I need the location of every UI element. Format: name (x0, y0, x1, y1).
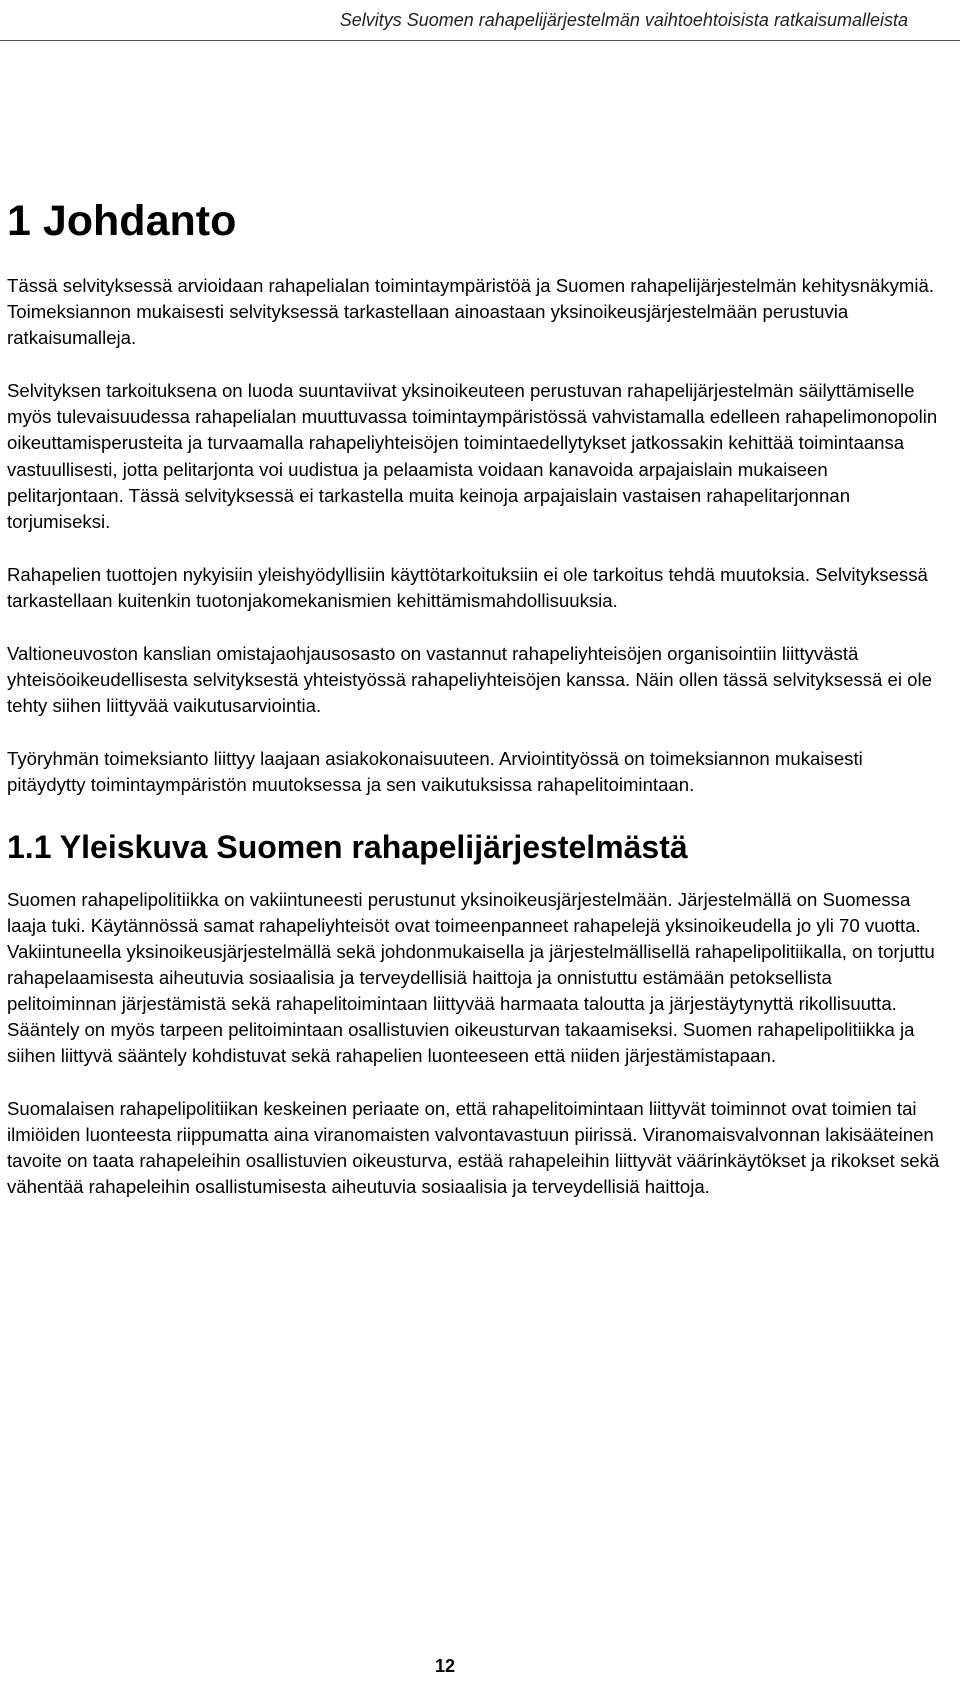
paragraph: Suomalaisen rahapelipolitiikan keskeinen periaate on, että rahapelitoimintaan liittyvät toiminnot ovat toimien tai ilmiöiden luonteesta riippumatta aina viranomaisten valvontavastuun piirissä. Viranomaisvalvonnan lakisääteinen tavoite on taata rahapeleihin osallistuvien oikeusturva, estää rahapeleihin liittyvät väärinkäytökset ja rikokset sekä vähentää rahapeleihin osallistumisesta aiheutuvia sosiaalisia ja terveydellisiä haittoja. (7, 1098, 940, 1198)
paragraph: Valtioneuvoston kanslian omistajaohjausosasto on vastannut rahapeliyhteisöjen organisointiin liittyvästä yhteisöoikeudellisesta selvityksestä yhteistyössä rahapeliyhteisöjen kanssa. Näin ollen tässä selvityksessä ei ole tehty siihen liittyvää vaikutusarviointia. (7, 643, 932, 717)
running-header (0, 0, 960, 41)
subsection-heading-yleiskuva: 1.1 Yleiskuva Suomen rahapelijärjestelmästä (7, 828, 688, 865)
section-heading-johdanto: 1 Johdanto (7, 197, 237, 245)
running-header-title: Selvitys Suomen rahapelijärjestelmän vaihtoehtoisista ratkaisumalleista (339, 10, 908, 30)
paragraph: Työryhmän toimeksianto liittyy laajaan asiakokonaisuuteen. Arviointityössä on toimeksiannon mukaisesti pitäydytty toimintaympäristön muutoksessa ja sen vaikutuksissa rahapelitoimintaan. (7, 748, 863, 796)
paragraph: Rahapelien tuottojen nykyisiin yleishyödyllisiin käyttötarkoituksiin ei ole tarkoitus tehdä muutoksia. Selvityksessä tarkastellaan kuitenkin tuotonjakomekanismien kehittämismahdollisuuksia. (7, 563, 928, 611)
paragraph: Selvityksen tarkoituksena on luoda suuntaviivat yksinoikeuteen perustuvan rahapelijärjestelmän säilyttämiselle myös tulevaisuudessa rahapelialan muuttuvassa toimintaympäristössä vahvistamalla edelleen rahapelimonopolin oikeuttamisperusteita ja turvaamalla rahapeliyhteisöjen toimintaedellytykset jatkossakin kehittää toimintaansa vastuullisesti, jotta pelitarjonta voi uudistua ja pelaamista voidaan kanavoida arpajaislain mukaiseen pelitarjontaan. Tässä selvityksessä ei tarkastella muita keinoja arpajaislain vastaisen rahapelitarjonnan torjumiseksi. (7, 380, 938, 532)
paragraph: Tässä selvityksessä arvioidaan rahapelialan toimintaympäristöä ja Suomen rahapelijärjestelmän kehitysnäkymiä. Toimeksiannon mukaisesti selvityksessä tarkastellaan ainoastaan yksinoikeusjärjestelmään perustuvia ratkaisumalleja. (7, 275, 935, 349)
paragraph: Suomen rahapelipolitiikka on vakiintuneesti perustunut yksinoikeusjärjestelmään. Järjestelmällä on Suomessa laaja tuki. Käytännössä samat rahapeliyhteisöt ovat toimeenpanneet rahapelejä yksinoikeudella jo yli 70 vuotta. Vakiintuneella yksinoikeusjärjestelmällä sekä johdonmukaisella ja järjestelmällisellä rahapelipolitiikalla, on torjuttu rahapelaamisesta aiheutuvia sosiaalisia ja terveydellisiä haittoja ja onnistuttu estämään petoksellista pelitoiminnan järjestämistä sekä rahapelitoimintaan liittyvää harmaata taloutta ja järjestäytynyttä rikollisuutta. Sääntely on myös tarpeen pelitoimintaan osallistuvien oikeusturvan takaamiseksi. Suomen rahapelipolitiikka ja siihen liittyvä sääntely kohdistuvat sekä rahapelien luonteeseen että niiden järjestämistapaan. (7, 888, 935, 1067)
page-number: 12 (434, 1656, 456, 1676)
page-content (7, 195, 942, 1228)
